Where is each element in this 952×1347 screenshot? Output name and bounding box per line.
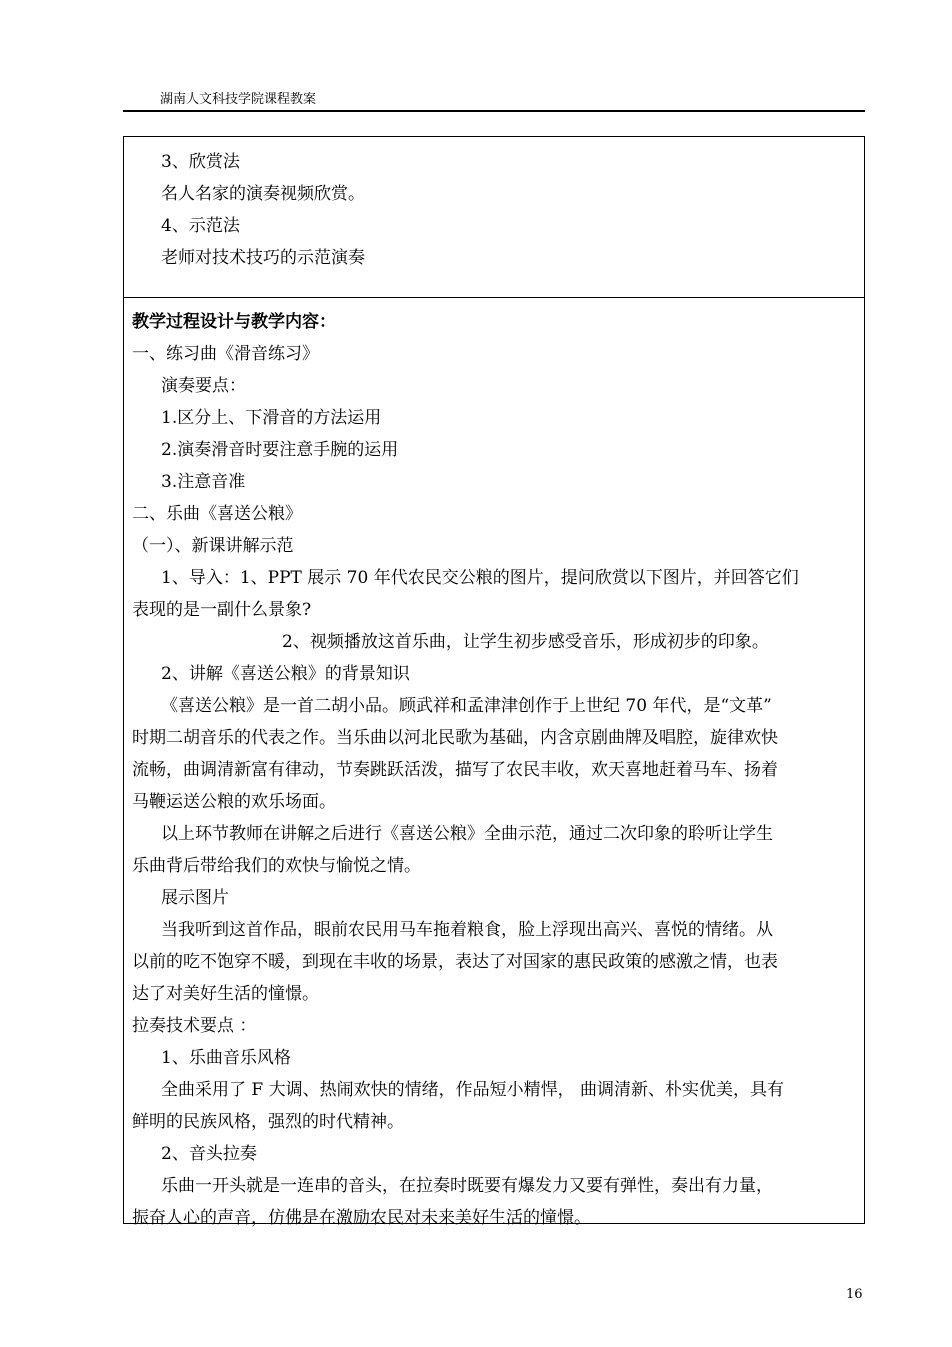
content-line: 展示图片 <box>161 888 229 908</box>
content-line: 2、视频播放这首乐曲，让学生初步感受音乐，形成初步的印象。 <box>282 632 769 652</box>
content-line: 以上环节教师在讲解之后进行《喜送公粮》全曲示范，通过二次印象的聆听让学生 <box>161 824 773 844</box>
content-line: 2、音头拉奏 <box>161 1144 257 1164</box>
cell-divider <box>124 297 864 298</box>
method-heading-4: 4、示范法 <box>161 216 240 236</box>
teaching-methods-cell <box>132 146 856 274</box>
content-line: 时期二胡音乐的代表之作。当乐曲以河北民歌为基础，内含京剧曲牌及唱腔，旋律欢快 <box>132 728 778 748</box>
page-number: 16 <box>846 1287 863 1302</box>
content-line: 乐曲背后带给我们的欢快与愉悦之情。 <box>132 856 421 876</box>
page-header-title: 湖南人文科技学院课程教案 <box>160 92 317 107</box>
content-line: 达了对美好生活的憧憬。 <box>132 984 319 1004</box>
method-text-4: 老师对技术技巧的示范演奏 <box>161 248 365 268</box>
content-line: 马鞭运送公粮的欢乐场面。 <box>132 792 336 812</box>
content-line: 3.注意音准 <box>161 472 246 492</box>
content-line: 演奏要点： <box>161 376 246 396</box>
header-rule <box>123 110 865 112</box>
lesson-plan-table <box>123 136 865 1228</box>
content-line: 1、导入：1、PPT 展示 70 年代农民交公粮的图片，提问欣赏以下图片，并回答它们 <box>161 568 799 588</box>
content-line: 2、讲解《喜送公粮》的背景知识 <box>161 664 410 684</box>
content-line: 流畅，曲调清新富有律动，节奏跳跃活泼，描写了农民丰收，欢天喜地赶着马车、扬着 <box>132 760 778 780</box>
section-heading: 教学过程设计与教学内容： <box>132 312 336 332</box>
content-line: 一、练习曲《滑音练习》 <box>132 344 319 364</box>
content-line: 以前的吃不饱穿不暖，到现在丰收的场景，表达了对国家的惠民政策的感激之情，也表 <box>132 952 778 972</box>
content-line: 2.演奏滑音时要注意手腕的运用 <box>161 440 399 460</box>
content-line: 《喜送公粮》是一首二胡小品。顾武祥和孟津津创作于上世纪 70 年代，是“文革” <box>161 696 772 716</box>
method-heading-3: 3、欣赏法 <box>161 152 240 172</box>
content-line: 乐曲一开头就是一连串的音头，在拉奏时既要有爆发力又要有弹性，奏出有力量， <box>161 1176 773 1196</box>
content-line: 二、乐曲《喜送公粮》 <box>132 504 302 524</box>
content-line: 1.区分上、下滑音的方法运用 <box>161 408 382 428</box>
content-line: 1、乐曲音乐风格 <box>161 1048 291 1068</box>
content-line: 拉奏技术要点 ： <box>132 1016 257 1036</box>
content-line: 鲜明的民族风格，强烈的时代精神。 <box>132 1112 404 1132</box>
teaching-content-cell <box>132 306 856 1234</box>
content-line: 全曲采用了 F 大调、热闹欢快的情绪，作品短小精悍， 曲调清新、朴实优美，具有 <box>161 1080 785 1100</box>
content-line: （一）、新课讲解示范 <box>132 536 294 556</box>
content-line: 表现的是一副什么景象? <box>132 600 312 620</box>
method-text-3: 名人名家的演奏视频欣赏。 <box>161 184 365 204</box>
content-line: 振奋人心的声音，仿佛是在激励农民对未来美好生活的憧憬。 <box>132 1208 591 1228</box>
content-line: 当我听到这首作品，眼前农民用马车拖着粮食，脸上浮现出高兴、喜悦的情绪。从 <box>161 920 773 940</box>
